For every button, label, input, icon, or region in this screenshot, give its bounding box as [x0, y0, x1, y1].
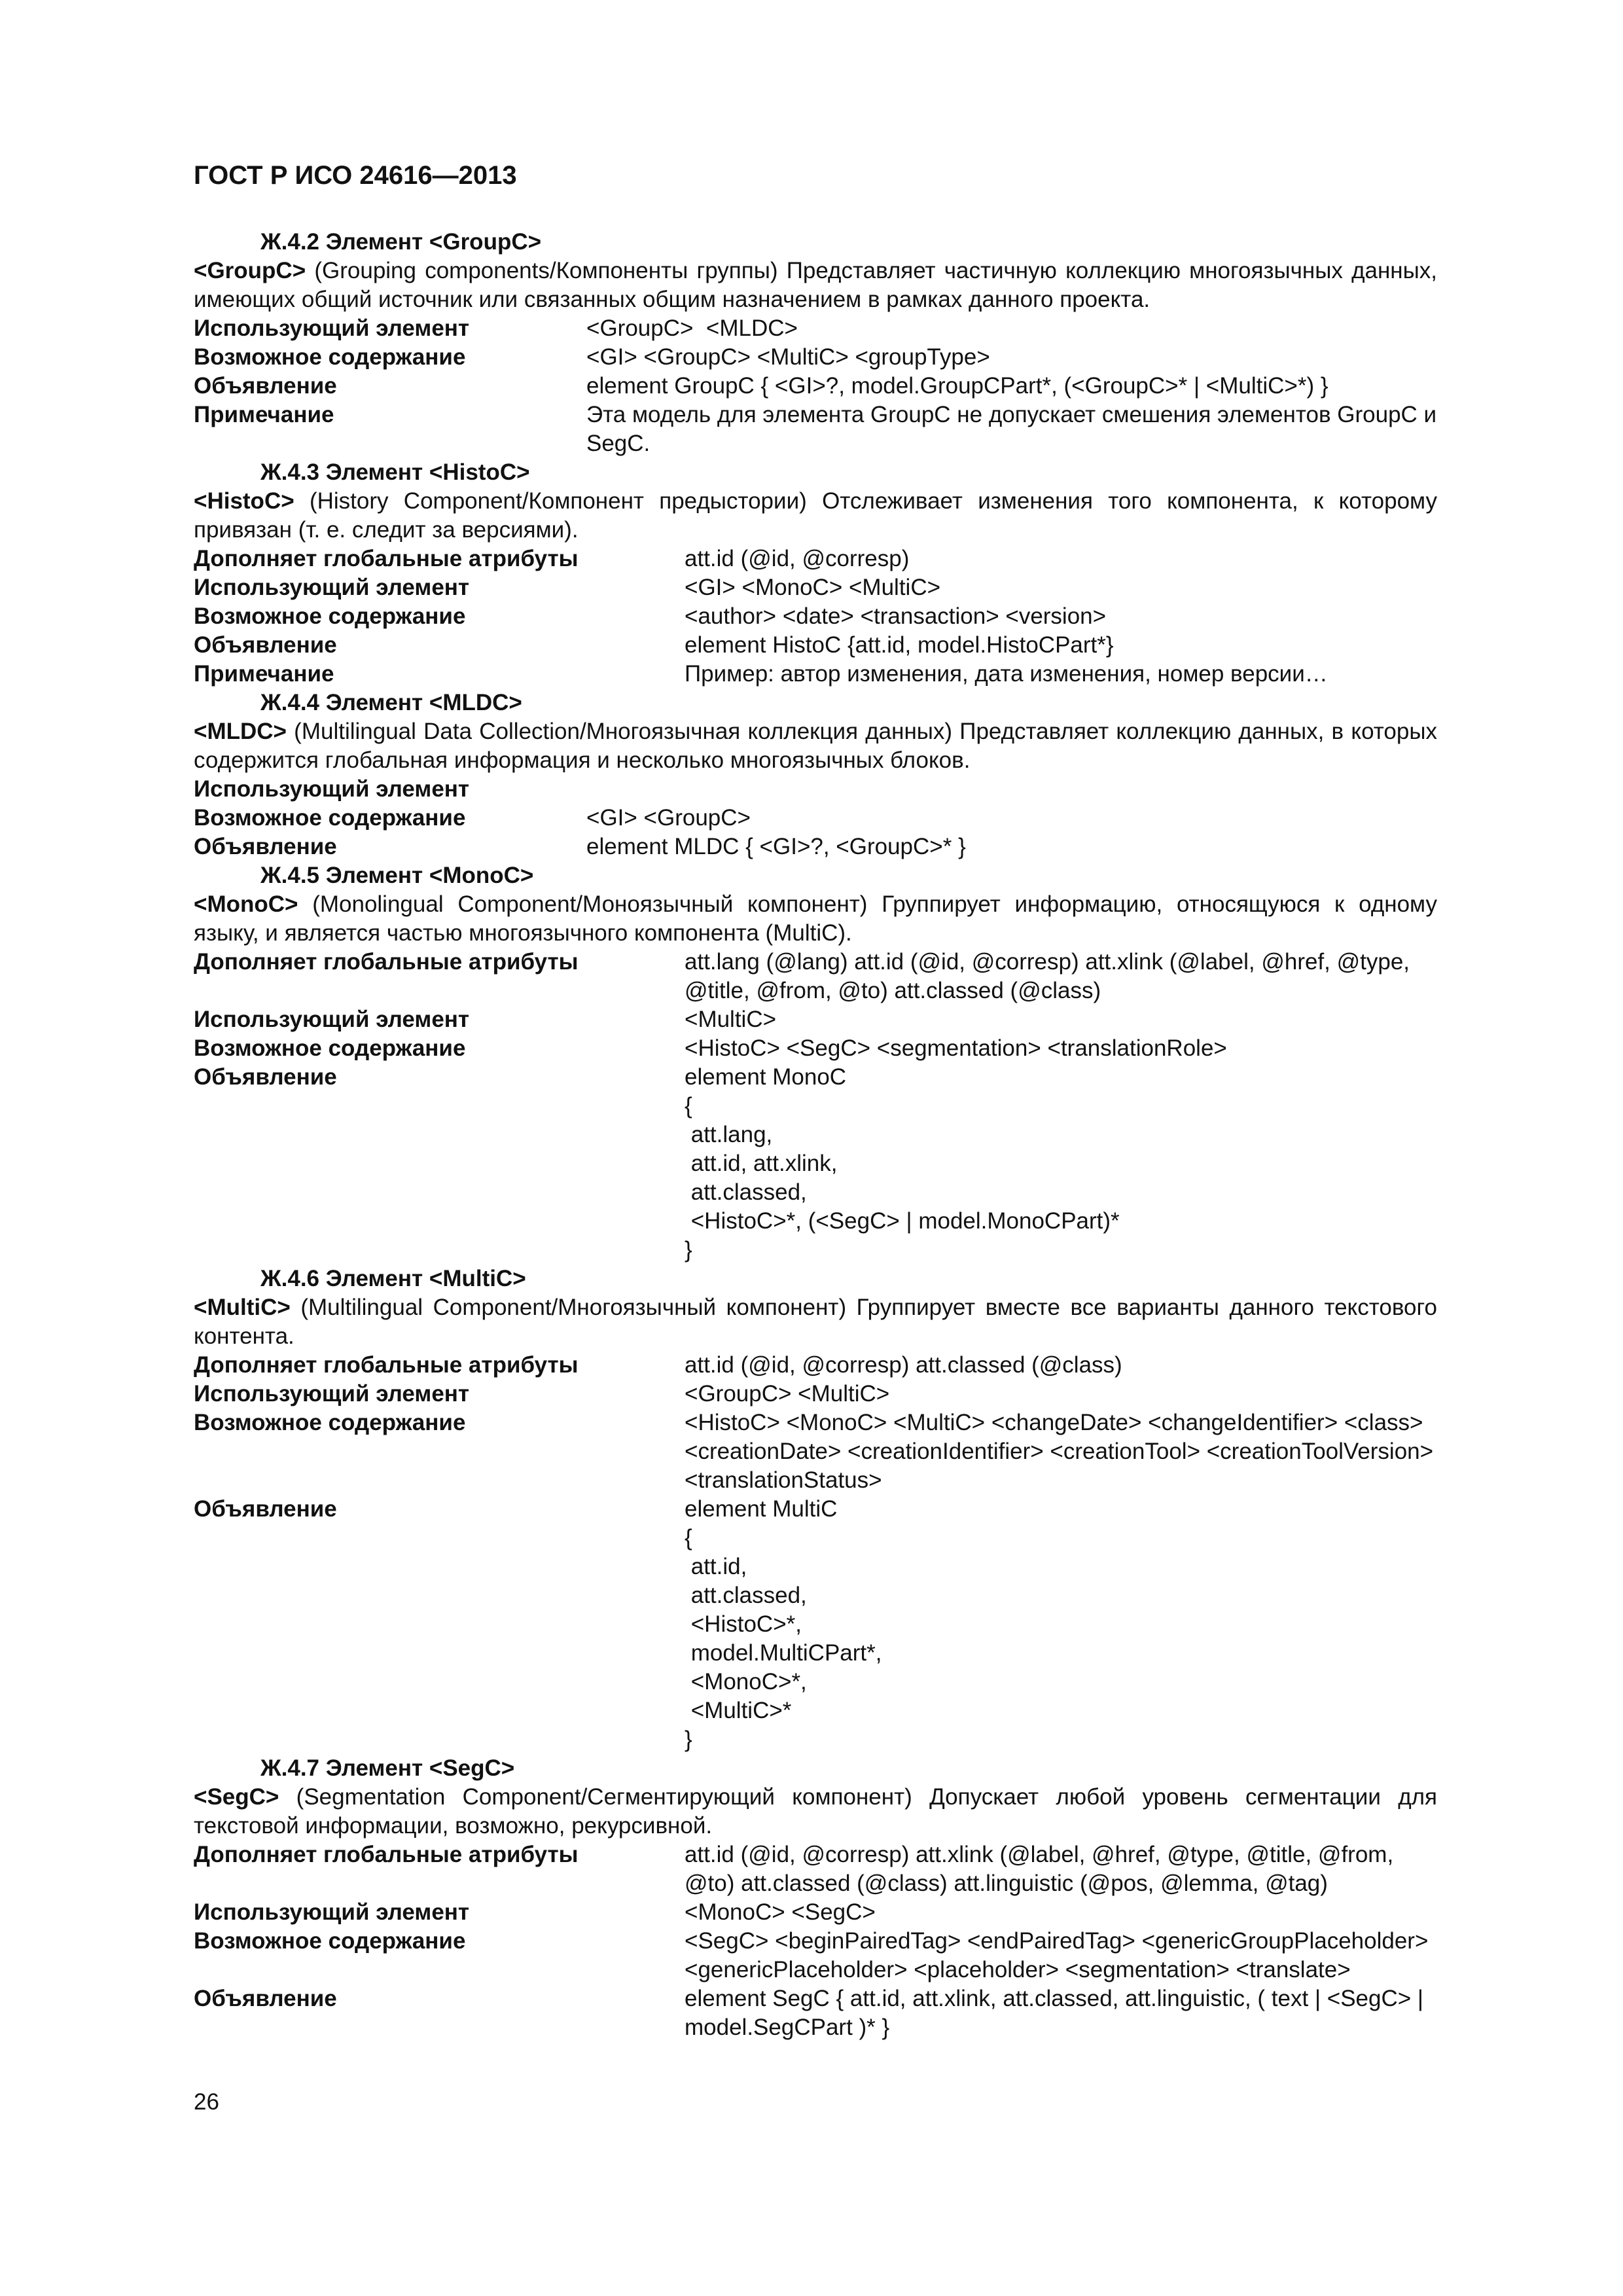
element-term: <GroupC>: [194, 258, 306, 283]
property-row: [194, 631, 1437, 660]
element-term: <MultiC>: [194, 1295, 291, 1320]
property-row: [194, 1840, 1437, 1898]
section-description: [194, 1293, 1437, 1351]
property-row: [194, 1495, 1437, 1754]
element-term: <MLDC>: [194, 719, 287, 744]
property-value: Эта модель для элемента GroupC не допускает смешения элементов GroupC и SegC.: [586, 402, 1443, 456]
section-description: [194, 1783, 1437, 1840]
property-value: <MultiC>: [685, 1007, 777, 1032]
property-value: <GroupC> <MultiC>: [685, 1381, 890, 1407]
property-row: [194, 660, 1437, 689]
property-value: <MonoC> <SegC>: [685, 1899, 876, 1925]
property-row: [194, 1063, 1437, 1265]
property-key: Дополняет глобальные атрибуты: [194, 1842, 579, 1867]
property-value: <GI> <GroupC>: [586, 805, 751, 831]
document-header: ГОСТ Р ИСО 24616—2013: [194, 161, 517, 190]
property-key: Использующий элемент: [194, 1007, 470, 1032]
property-row: [194, 1005, 1437, 1034]
property-value: <SegC> <beginPairedTag> <endPairedTag> <genericGroupPlaceholder> <genericPlaceholder> <placeholder> <segmentation> <translate>: [685, 1928, 1435, 1982]
property-value: element SegC { att.id, att.xlink, att.classed, att.linguistic, ( text | <SegC> | model.SegCPart )* }: [685, 1986, 1430, 2040]
element-term: <SegC>: [194, 1784, 279, 1810]
section-title: Ж.4.2 Элемент <GroupC>: [260, 229, 542, 255]
property-value: <HistoC> <MonoC> <MultiC> <changeDate> <changeIdentifier> <class> <creationDate> <creationIdentifier> <creationTool> <creationToolVersion> <translationStatus>: [685, 1410, 1440, 1493]
property-row: [194, 401, 1443, 458]
element-term: <HistoC>: [194, 488, 294, 514]
property-row: [194, 1898, 1437, 1927]
property-value: element MLDC { <GI>?, <GroupC>* }: [586, 834, 966, 859]
property-value: att.id (@id, @corresp) att.xlink (@label, @href, @type, @title, @from, @to) att.classed (@class) att.linguistic (@pos, @lemma, @tag): [685, 1842, 1400, 1896]
content-body: [194, 228, 1443, 2042]
property-row: [194, 833, 1437, 861]
property-row: [194, 1380, 1437, 1408]
property-value: element GroupC { <GI>?, model.GroupCPart*, (<GroupC>* | <MultiC>*) }: [586, 373, 1329, 399]
property-key: Использующий элемент: [194, 575, 470, 600]
property-row: [194, 573, 1437, 602]
section-mldc: [194, 689, 1437, 861]
property-key: Возможное содержание: [194, 344, 466, 370]
property-key: Использующий элемент: [194, 1381, 470, 1407]
section-title: Ж.4.5 Элемент <MonoC>: [260, 863, 534, 888]
property-key: Объявление: [194, 373, 337, 399]
element-term: <MonoC>: [194, 891, 298, 917]
property-key: Примечание: [194, 402, 334, 427]
section-description: [194, 257, 1437, 314]
property-key: Возможное содержание: [194, 1035, 466, 1061]
property-row: [194, 1984, 1437, 2042]
property-value: att.id (@id, @corresp) att.classed (@class): [685, 1352, 1122, 1378]
description-text: (Segmentation Component/Сегментирующий компонент) Допускает любой уровень сегментации для текстовой информации, возможно, рекурсивной.: [194, 1784, 1437, 1839]
section-description: [194, 890, 1437, 948]
description-text: (Grouping components/Компоненты группы) Представляет частичную коллекцию многоязычных данных, имеющих общий источник или связанных общим назначением в рамках данного проекта.: [194, 258, 1437, 312]
description-text: (History Component/Компонент предыстории) Отслеживает изменения того компонента, к которому привязан (т. е. следит за версиями).: [194, 488, 1437, 543]
property-row: [194, 775, 1437, 804]
section-title: Ж.4.6 Элемент <MultiC>: [260, 1266, 526, 1291]
property-key: Примечание: [194, 661, 334, 687]
property-value: att.lang (@lang) att.id (@id, @corresp) att.xlink (@label, @href, @type, @title, @from, @to) att.classed (@class): [685, 949, 1416, 1003]
property-value: element MultiC { att.id, att.classed, <HistoC>*, model.MultiCPart*, <MonoC>*, <MultiC>* }: [685, 1496, 882, 1752]
property-row: [194, 343, 1437, 372]
property-value: element MonoC { att.lang, att.id, att.xlink, att.classed, <HistoC>*, (<SegC> | model.MonoCPart)* }: [685, 1064, 1120, 1263]
section-multic: [194, 1265, 1440, 1754]
section-description: [194, 487, 1437, 545]
property-value: <GroupC> <MLDC>: [586, 315, 798, 341]
property-key: Использующий элемент: [194, 1899, 470, 1925]
description-text: (Multilingual Component/Многоязычный компонент) Группирует вместе все варианты данного текстового контента.: [194, 1295, 1437, 1349]
property-value: Пример: автор изменения, дата изменения, номер версии…: [685, 661, 1328, 687]
property-key: Объявление: [194, 632, 337, 658]
property-row: [194, 1351, 1437, 1380]
property-value: <HistoC> <SegC> <segmentation> <translationRole>: [685, 1035, 1227, 1061]
property-key: Объявление: [194, 1496, 337, 1522]
section-monoc: [194, 861, 1437, 1265]
property-value: att.id (@id, @corresp): [685, 546, 910, 571]
property-value: <GI> <GroupC> <MultiC> <groupType>: [586, 344, 990, 370]
property-key: Возможное содержание: [194, 805, 466, 831]
property-key: Дополняет глобальные атрибуты: [194, 1352, 579, 1378]
property-row: [194, 1034, 1437, 1063]
section-segc: [194, 1754, 1437, 2042]
section-title: Ж.4.7 Элемент <SegC>: [260, 1755, 515, 1781]
property-row: [194, 602, 1437, 631]
property-value: <author> <date> <transaction> <version>: [685, 603, 1107, 629]
property-row: [194, 804, 1437, 833]
property-key: Дополняет глобальные атрибуты: [194, 546, 579, 571]
page-number: 26: [194, 2089, 219, 2115]
property-row: [194, 948, 1437, 1005]
property-value: element HistoC {att.id, model.HistoCPart*}: [685, 632, 1114, 658]
description-text: (Multilingual Data Collection/Многоязычная коллекция данных) Представляет коллекцию данных, в которых содержится глобальная информация и несколько многоязычных блоков.: [194, 719, 1437, 773]
property-key: Объявление: [194, 1986, 337, 2011]
property-key: Использующий элемент: [194, 776, 470, 802]
property-value: <GI> <MonoC> <MultiC>: [685, 575, 941, 600]
section-description: [194, 717, 1437, 775]
section-title: Ж.4.4 Элемент <MLDC>: [260, 690, 522, 715]
section-title: Ж.4.3 Элемент <HistoC>: [260, 459, 530, 485]
property-key: Объявление: [194, 834, 337, 859]
property-row: [194, 1408, 1440, 1495]
property-row: [194, 1927, 1437, 1984]
section-groupc: [194, 228, 1443, 458]
description-text: (Monolingual Component/Моноязычный компонент) Группирует информацию, относящуюся к одному языку, и является частью многоязычного компонента (MultiC).: [194, 891, 1437, 946]
property-key: Возможное содержание: [194, 603, 466, 629]
property-row: [194, 372, 1437, 401]
property-key: Использующий элемент: [194, 315, 470, 341]
property-key: Дополняет глобальные атрибуты: [194, 949, 579, 975]
property-key: Возможное содержание: [194, 1928, 466, 1954]
property-key: Объявление: [194, 1064, 337, 1090]
property-row: [194, 545, 1437, 573]
property-row: [194, 314, 1437, 343]
property-key: Возможное содержание: [194, 1410, 466, 1435]
section-histoc: [194, 458, 1437, 689]
